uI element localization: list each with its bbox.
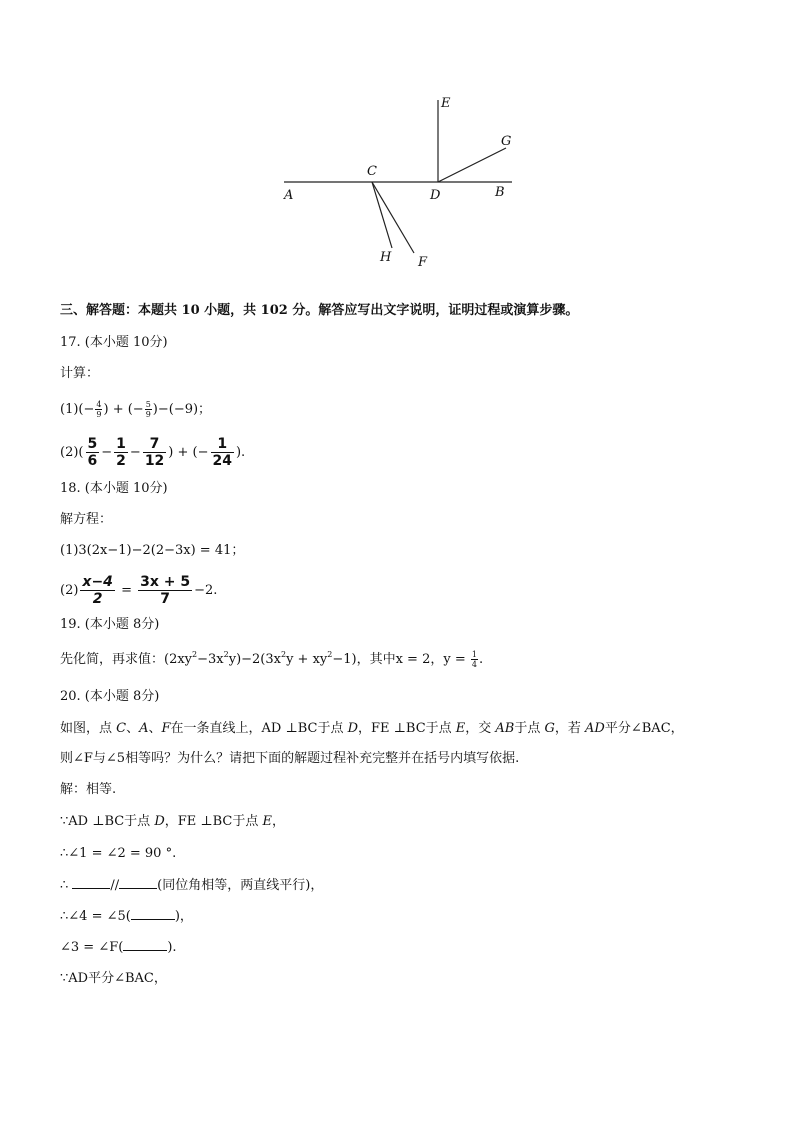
q17-part1: (1)(− $\frac{4}{9}$ ) + (− $\frac{5}{9}$ )−(−9)；: [60, 400, 212, 419]
label-c: C: [367, 164, 377, 179]
q18-header: 18. (本小题 10分): [60, 481, 168, 496]
label-h: H: [380, 250, 392, 265]
fraction: $\frac{5}{6}$: [87, 436, 98, 469]
line-cf: [372, 182, 414, 253]
q20-line-9: ∵AD平分∠BAC，: [60, 971, 167, 986]
label-d: D: [430, 188, 441, 203]
fraction: $\frac{1}{24}$: [212, 436, 232, 469]
blank-2[interactable]: [119, 876, 157, 889]
q18-part2: (2) $\frac{x-4}{2}$ = $\frac{3x + 5}{7}$ −2.: [60, 574, 218, 607]
fraction: $\frac{7}{12}$: [144, 436, 165, 469]
fraction: $\frac{3x + 5}{7}$: [140, 574, 191, 607]
label-e: E: [441, 96, 451, 111]
q20-line-6: ∴ // (同位角相等，两直线平行)，: [60, 878, 324, 893]
q18-task: 解方程：: [60, 512, 113, 527]
q19-text: 先化简，再求值：$(2xy^2-3x^2y)-2(3x^2y + xy^2-1)$，其中x = 2，y = $\frac{1}{4}$ .: [60, 650, 484, 669]
blank-3[interactable]: [131, 907, 175, 920]
section-3-header: 三、解答题：本题共 10 小题，共 102 分。解答应写出文字说明，证明过程或演算步骤。: [60, 303, 579, 318]
fraction: $\frac{5}{9}$: [145, 400, 151, 419]
q20-line-4: ∵AD ⊥BC于点 D，FE ⊥BC于点 E，: [60, 814, 286, 829]
line-dg: [438, 148, 506, 182]
q17-part2: (2)( $\frac{5}{6}$ − $\frac{1}{2}$ − $\frac{7}{12}$ ) + (− $\frac{1}{24}$ ).: [60, 436, 246, 469]
line-ch: [372, 182, 392, 248]
q17-header: 17. (本小题 10分): [60, 335, 168, 350]
label-a: A: [284, 188, 294, 203]
q20-line-1: 如图，点 C、A、F在一条直线上，AD ⊥BC于点 D，FE ⊥BC于点 E，交 AB于点 G，若 AD平分∠BAC，: [60, 721, 684, 736]
q20-line-5: ∴∠1 = ∠2 = 90 °.: [60, 846, 177, 861]
q20-header: 20. (本小题 8分): [60, 689, 160, 704]
q20-line-3: 解：相等.: [60, 782, 117, 797]
fraction: $\frac{1}{4}$: [471, 650, 477, 669]
label-b: B: [495, 185, 505, 200]
q17-task: 计算：: [60, 366, 100, 381]
q18-part1: (1)3(2x−1)−2(2−3x) = 41；: [60, 543, 245, 558]
fraction: $\frac{x-4}{2}$: [82, 574, 113, 607]
fraction: $\frac{1}{2}$: [116, 436, 126, 469]
blank-1[interactable]: [72, 876, 110, 889]
geometry-figure: [270, 90, 530, 280]
q20-line-8: ∠3 = ∠F( ).: [60, 940, 177, 955]
blank-4[interactable]: [123, 938, 167, 951]
q20-line-2: 则∠F与∠5相等吗？为什么？请把下面的解题过程补充完整并在括号内填写依据.: [60, 751, 520, 766]
q20-line-7: ∴∠4 = ∠5( )，: [60, 909, 193, 924]
fraction: $\frac{4}{9}$: [96, 400, 102, 419]
label-f: F: [418, 255, 428, 270]
q19-header: 19. (本小题 8分): [60, 617, 160, 632]
label-g: G: [501, 134, 512, 149]
figure-lines: [270, 90, 530, 280]
